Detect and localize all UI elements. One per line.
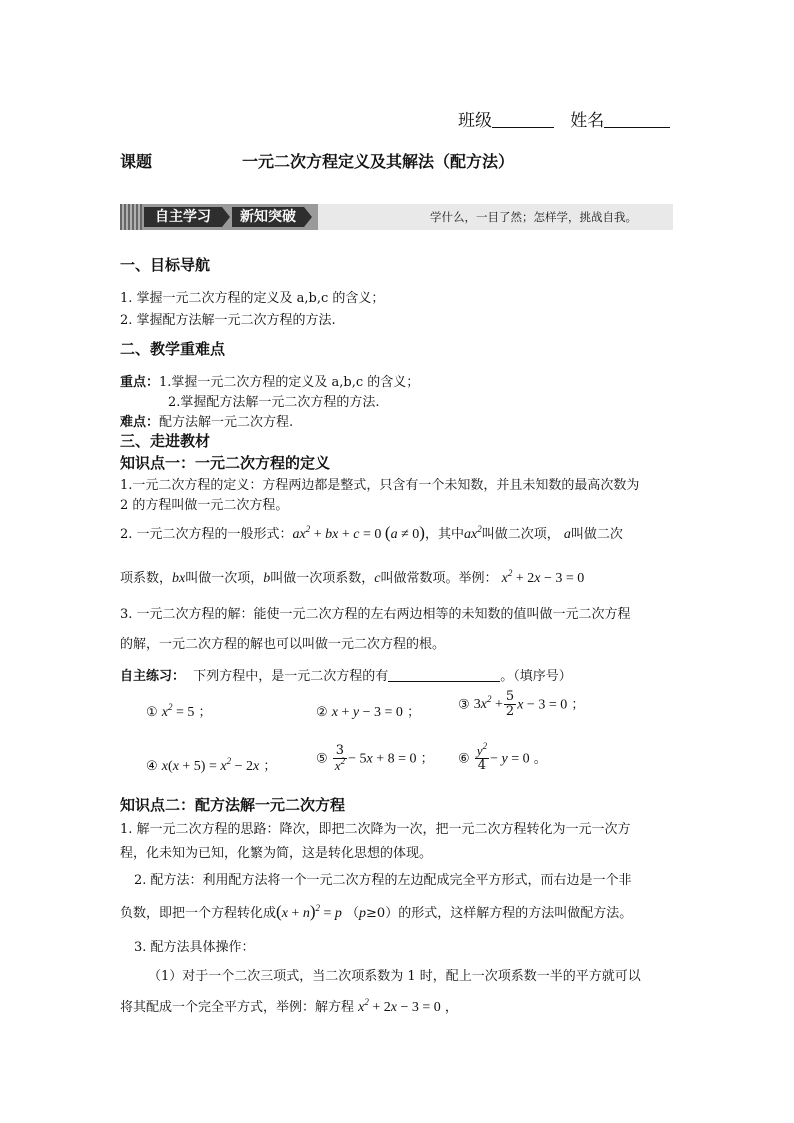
- option-6: ⑥ $\frac{y^2}{4}$ − y = 0 。: [458, 741, 547, 774]
- bx-symbol: bx: [172, 571, 186, 586]
- class-blank[interactable]: [492, 113, 554, 128]
- key-label: 重点：: [120, 375, 160, 390]
- title-label: 课题: [120, 152, 153, 171]
- option-3: ③ $3x^2$ + $\frac{5}{2}$ x − 3 = 0 ；: [458, 689, 585, 720]
- section-banner: [120, 204, 673, 230]
- kp2-para2-pre: 负数，即把一个方程转化成: [120, 906, 277, 921]
- b-symbol: b: [263, 571, 271, 586]
- banner-arrow-icon: [222, 207, 230, 227]
- practice-answer-blank[interactable]: [388, 667, 500, 682]
- kp1-para3-a: 项系数，: [120, 571, 173, 586]
- name-blank[interactable]: [604, 113, 670, 128]
- class-label: 班级: [458, 111, 492, 131]
- kp1-para4-line2: 的解，一元二次方程的解也可以叫做一元二次方程的根。: [120, 637, 446, 652]
- kp1-para1-line1: 1.一元二次方程的定义：方程两边都是整式，只含有一个未知数，并且未知数的最高次数为: [120, 478, 640, 493]
- section1-heading: 一、目标导航: [120, 256, 211, 274]
- difficulty: [120, 411, 293, 430]
- kp1-para3: [120, 567, 584, 587]
- practice-tail: 。（填序号）: [500, 669, 572, 684]
- practice: [120, 665, 572, 684]
- kp1-para2: [120, 523, 623, 543]
- a-symbol: a: [563, 527, 571, 542]
- solve-example-formula: $x^2 + 2x - 3 = 0$: [358, 997, 441, 1015]
- page-title: 一元二次方程定义及其解法（配方法）: [242, 152, 515, 171]
- banner-tag-new-knowledge: 新知突破: [232, 207, 304, 227]
- kp2-para1-line1: 1. 解一元二次方程的思路：降次，即把二次降为一次，把一元二次方程转化为一元一次方: [120, 822, 631, 837]
- ax2-term: $ax^2$: [463, 524, 482, 542]
- option-2: ② x + y − 3 = 0 ；: [316, 705, 421, 720]
- kp2-para1-line2: 程，化未知为已知，化繁为简，这是转化思想的体现。: [120, 846, 433, 861]
- kp2-para4-line2: 将其配成一个完全平方式，举例：解方程 $x^2 + 2x - 3 = 0$ ，: [120, 997, 458, 1015]
- banner-slogan: 学什么，一目了然；怎样学，挑战自我。: [430, 210, 637, 224]
- banner-tag-self-study: 自主学习: [144, 207, 222, 227]
- goal-item-1: 1. 掌握一元二次方程的定义及 a,b,c 的含义；: [120, 291, 385, 306]
- kp2-para2-line1: 2. 配方法：利用配方法将一个一元二次方程的左边配成完全平方形式，而右边是一个非: [134, 873, 632, 888]
- c-symbol: c: [374, 571, 381, 586]
- kp1-para3-b: 叫做一次项，: [185, 571, 264, 586]
- goal-item-2: 2. 掌握配方法解一元二次方程的方法.: [120, 313, 336, 328]
- kp1-para2-mid: ，其中: [424, 527, 464, 542]
- practice-label: 自主练习：: [120, 669, 186, 684]
- key-point-2: 2.掌握配方法解一元二次方程的方法.: [168, 395, 380, 410]
- name-label: 姓名: [570, 111, 605, 131]
- banner-arrow-icon: [304, 207, 312, 227]
- kp2-para4-line1: （1）对于一个二次三项式，当二次项系数为 1 时，配上一次项系数一半的平方就可以: [148, 969, 641, 984]
- key-text-1: 1.掌握一元二次方程的定义及 a,b,c 的含义；: [159, 375, 420, 390]
- kp1-para4-line1: 3. 一元二次方程的解：能使一元二次方程的左右两边相等的未知数的值叫做一元二次方程: [120, 607, 631, 622]
- key-point-1: [120, 371, 419, 390]
- kp1-para3-d: 叫做常数项。举例：: [380, 571, 498, 586]
- kp2-title: 知识点二：配方法解一元二次方程: [120, 796, 346, 814]
- option-5: ⑤ $\frac{3}{x^2}$ − 5x + 8 = 0 ；: [316, 743, 434, 774]
- difficulty-label: 难点：: [120, 415, 160, 430]
- kp1-para2-after: 叫做二次项，: [481, 527, 560, 542]
- general-form-formula: $ax^2$ + bx + c = 0 (a ≠ 0): [292, 523, 425, 542]
- option-1: ① $x^2 = 5$ ；: [146, 702, 212, 720]
- difficulty-text: 配方法解一元二次方程.: [159, 415, 294, 430]
- kp2-para2-line2: 负数，即把一个方程转化成$(x + n)^2 = p$ （p≥0）的形式，这样解方程的方法叫做配方法。: [120, 902, 633, 921]
- example-formula: $x^2 + 2x - 3 = 0$: [501, 568, 585, 586]
- kp2-para4-text: 将其配成一个完全平方式，举例：解方程: [120, 1000, 355, 1015]
- section2-heading: 二、教学重难点: [120, 340, 226, 358]
- kp1-para3-c: 叫做一次项系数，: [270, 571, 375, 586]
- kp2-para3: 3. 配方法具体操作：: [134, 940, 255, 955]
- kp1-para2-text: 2. 一元二次方程的一般形式：: [120, 527, 293, 542]
- kp2-para2-post: 的形式，这样解方程的方法叫做配方法。: [398, 906, 633, 921]
- option-4: ④ $x(x + 5) = x^2 - 2x$ ；: [146, 756, 277, 774]
- complete-square-formula: $(x + n)^2 = p$: [276, 902, 342, 921]
- kp1-para1-line2: 2 的方程叫做一元二次方程。: [120, 498, 289, 513]
- practice-text: 下列方程中，是一元二次方程的有: [193, 669, 389, 684]
- banner-stripe: [120, 204, 142, 230]
- section3-heading: 三、走进教材: [120, 432, 211, 450]
- class-field: [458, 106, 670, 131]
- kp1-title: 知识点一：一元二次方程的定义: [120, 454, 331, 472]
- kp1-para2-a: 叫做二次: [570, 527, 623, 542]
